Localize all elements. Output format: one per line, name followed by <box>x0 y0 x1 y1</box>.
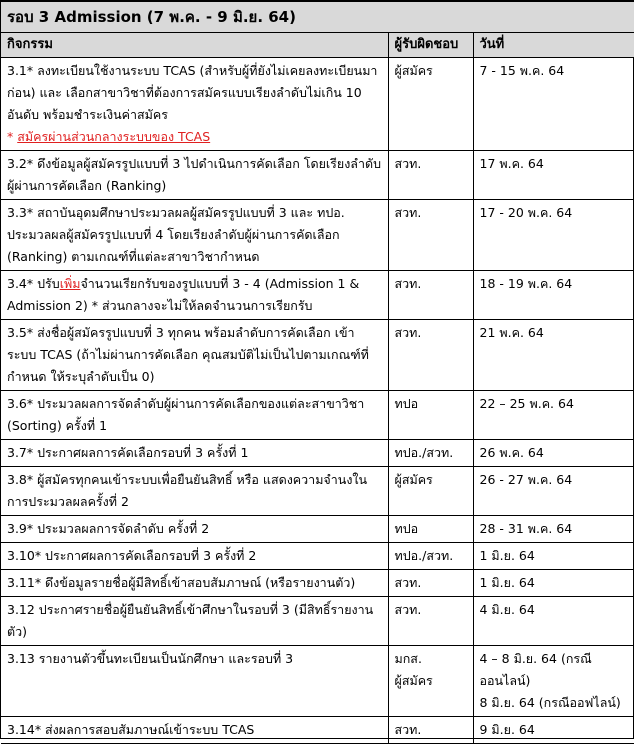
responsible-cell: สวท. <box>388 200 473 271</box>
activity-cell: 3.8* ผู้สมัครทุกคนเข้าระบบเพื่อยืนยันสิทธิ์ หรือ แสดงความจำนงในการประมวลผลครั้งที่ 2 <box>1 467 388 516</box>
note-prefix: * <box>7 129 18 144</box>
activity-cell <box>1 271 388 320</box>
responsible-cell: ผู้สมัคร <box>388 467 473 516</box>
date-cell: 7 - 15 พ.ค. 64 <box>473 58 634 151</box>
date-cell: 18 - 19 พ.ค. 64 <box>473 271 634 320</box>
responsible-cell: ทปอ./สวท. <box>388 440 473 467</box>
date-cell: 9 มิ.ย. 64 <box>473 717 634 744</box>
table-row <box>1 320 634 391</box>
title-row <box>1 2 634 33</box>
date-cell: 26 พ.ค. 64 <box>473 440 634 467</box>
highlight-word: เพิ่ม <box>59 276 81 291</box>
activity-cell: 3.2* ดึงข้อมูลผู้สมัครรูปแบบที่ 3 ไปดำเนินการคัดเลือก โดยเรียงลำดับผู้ผ่านการคัดเลือก (Ranking) <box>1 151 388 200</box>
activity-text-post: จำนวนเรียกรับของรูปแบบที่ 3 - 4 (Admission 1 & Admission 2) * ส่วนกลางจะไม่ให้ลดจำนวนการเรียกรับ <box>7 276 360 313</box>
activity-text-pre: 3.4* ปรับ <box>7 276 60 291</box>
activity-cell: 3.14* ส่งผลการสอบสัมภาษณ์เข้าระบบ TCAS <box>1 717 388 744</box>
table-row <box>1 597 634 646</box>
table-row <box>1 646 634 717</box>
date-cell: 4 มิ.ย. 64 <box>473 597 634 646</box>
responsible-line-1: มกส. <box>394 651 422 666</box>
responsible-cell: สวท. <box>388 597 473 646</box>
responsible-cell: ทปอ <box>388 516 473 543</box>
activity-cell: 3.11* ดึงข้อมูลรายชื่อผู้มีสิทธิ์เข้าสอบสัมภาษณ์ (หรือรายงานตัว) <box>1 570 388 597</box>
date-cell: 1 มิ.ย. 64 <box>473 543 634 570</box>
table-row <box>1 151 634 200</box>
date-cell: 21 พ.ค. 64 <box>473 320 634 391</box>
date-cell: 1 มิ.ย. 64 <box>473 570 634 597</box>
activity-cell: 3.3* สถาบันอุดมศึกษาประมวลผลผู้สมัครรูปแบบที่ 3 และ ทปอ. ประมวลผลผู้สมัครรูปแบบที่ 4 โดยเรียงลำดับผู้ผ่านการคัดเลือก (Ranking) ตามเกณฑ์ที่แต่ละสาขาวิชากำหนด <box>1 200 388 271</box>
table-row <box>1 271 634 320</box>
table-row <box>1 516 634 543</box>
responsible-cell: ทปอ <box>388 391 473 440</box>
date-cell: 22 – 25 พ.ค. 64 <box>473 391 634 440</box>
table-row <box>1 440 634 467</box>
header-row <box>1 33 634 58</box>
schedule-table <box>1 1 634 744</box>
activity-cell: 3.13 รายงานตัวขึ้นทะเบียนเป็นนักศึกษา และรอบที่ 3 <box>1 646 388 717</box>
table-row <box>1 200 634 271</box>
activity-cell: 3.5* ส่งชื่อผู้สมัครรูปแบบที่ 3 ทุกคน พร้อมลำดับการคัดเลือก เข้าระบบ TCAS (ถ้าไม่ผ่านการคัดเลือก คุณสมบัติไม่เป็นไปตามเกณฑ์ที่กำหนด ให้ระบุลำดับเป็น 0) <box>1 320 388 391</box>
date-cell: 28 - 31 พ.ค. 64 <box>473 516 634 543</box>
table-row <box>1 58 634 151</box>
table-row <box>1 391 634 440</box>
responsible-cell: สวท. <box>388 717 473 744</box>
activity-cell <box>1 58 388 151</box>
responsible-cell: สวท. <box>388 320 473 391</box>
date-cell: 17 พ.ค. 64 <box>473 151 634 200</box>
date-cell: 17 - 20 พ.ค. 64 <box>473 200 634 271</box>
activity-cell: 3.10* ประกาศผลการคัดเลือกรอบที่ 3 ครั้งที่ 2 <box>1 543 388 570</box>
header-date: วันที่ <box>473 33 634 58</box>
responsible-cell: ผู้สมัคร <box>388 58 473 151</box>
activity-cell: 3.12 ประกาศรายชื่อผู้ยืนยันสิทธิ์เข้าศึกษาในรอบที่ 3 (มีสิทธิ์รายงานตัว) <box>1 597 388 646</box>
red-note: สมัครผ่านส่วนกลางระบบของ TCAS <box>17 129 211 144</box>
date-line-1: 4 – 8 มิ.ย. 64 (กรณีออนไลน์) <box>479 651 592 688</box>
responsible-cell <box>388 646 473 717</box>
header-activity: กิจกรรม <box>1 33 388 58</box>
activity-cell: 3.7* ประกาศผลการคัดเลือกรอบที่ 3 ครั้งที่ 1 <box>1 440 388 467</box>
table-row <box>1 717 634 744</box>
activity-cell: 3.6* ประมวลผลการจัดลำดับผู้ผ่านการคัดเลือกของแต่ละสาขาวิชา (Sorting) ครั้งที่ 1 <box>1 391 388 440</box>
responsible-cell: ทปอ./สวท. <box>388 543 473 570</box>
responsible-line-2: ผู้สมัคร <box>394 673 433 688</box>
date-line-2: 8 มิ.ย. 64 (กรณีออฟไลน์) <box>479 695 621 710</box>
activity-text: 3.1* ลงทะเบียนใช้งานระบบ TCAS (สำหรับผู้ที่ยังไม่เคยลงทะเบียนมาก่อน) และ เลือกสาขาวิชาที่ต้องการสมัครแบบเรียงลำดับไม่เกิน 10 อันดับ พร้อมชำระเงินค่าสมัคร <box>7 63 378 122</box>
table-row <box>1 543 634 570</box>
table-row <box>1 467 634 516</box>
date-cell: 26 - 27 พ.ค. 64 <box>473 467 634 516</box>
table-row <box>1 570 634 597</box>
responsible-cell: สวท. <box>388 151 473 200</box>
responsible-cell: สวท. <box>388 271 473 320</box>
activity-cell: 3.9* ประมวลผลการจัดลำดับ ครั้งที่ 2 <box>1 516 388 543</box>
table-title: รอบ 3 Admission (7 พ.ค. - 9 มิ.ย. 64) <box>1 2 634 33</box>
header-responsible: ผู้รับผิดชอบ <box>388 33 473 58</box>
responsible-cell: สวท. <box>388 570 473 597</box>
date-cell <box>473 646 634 717</box>
